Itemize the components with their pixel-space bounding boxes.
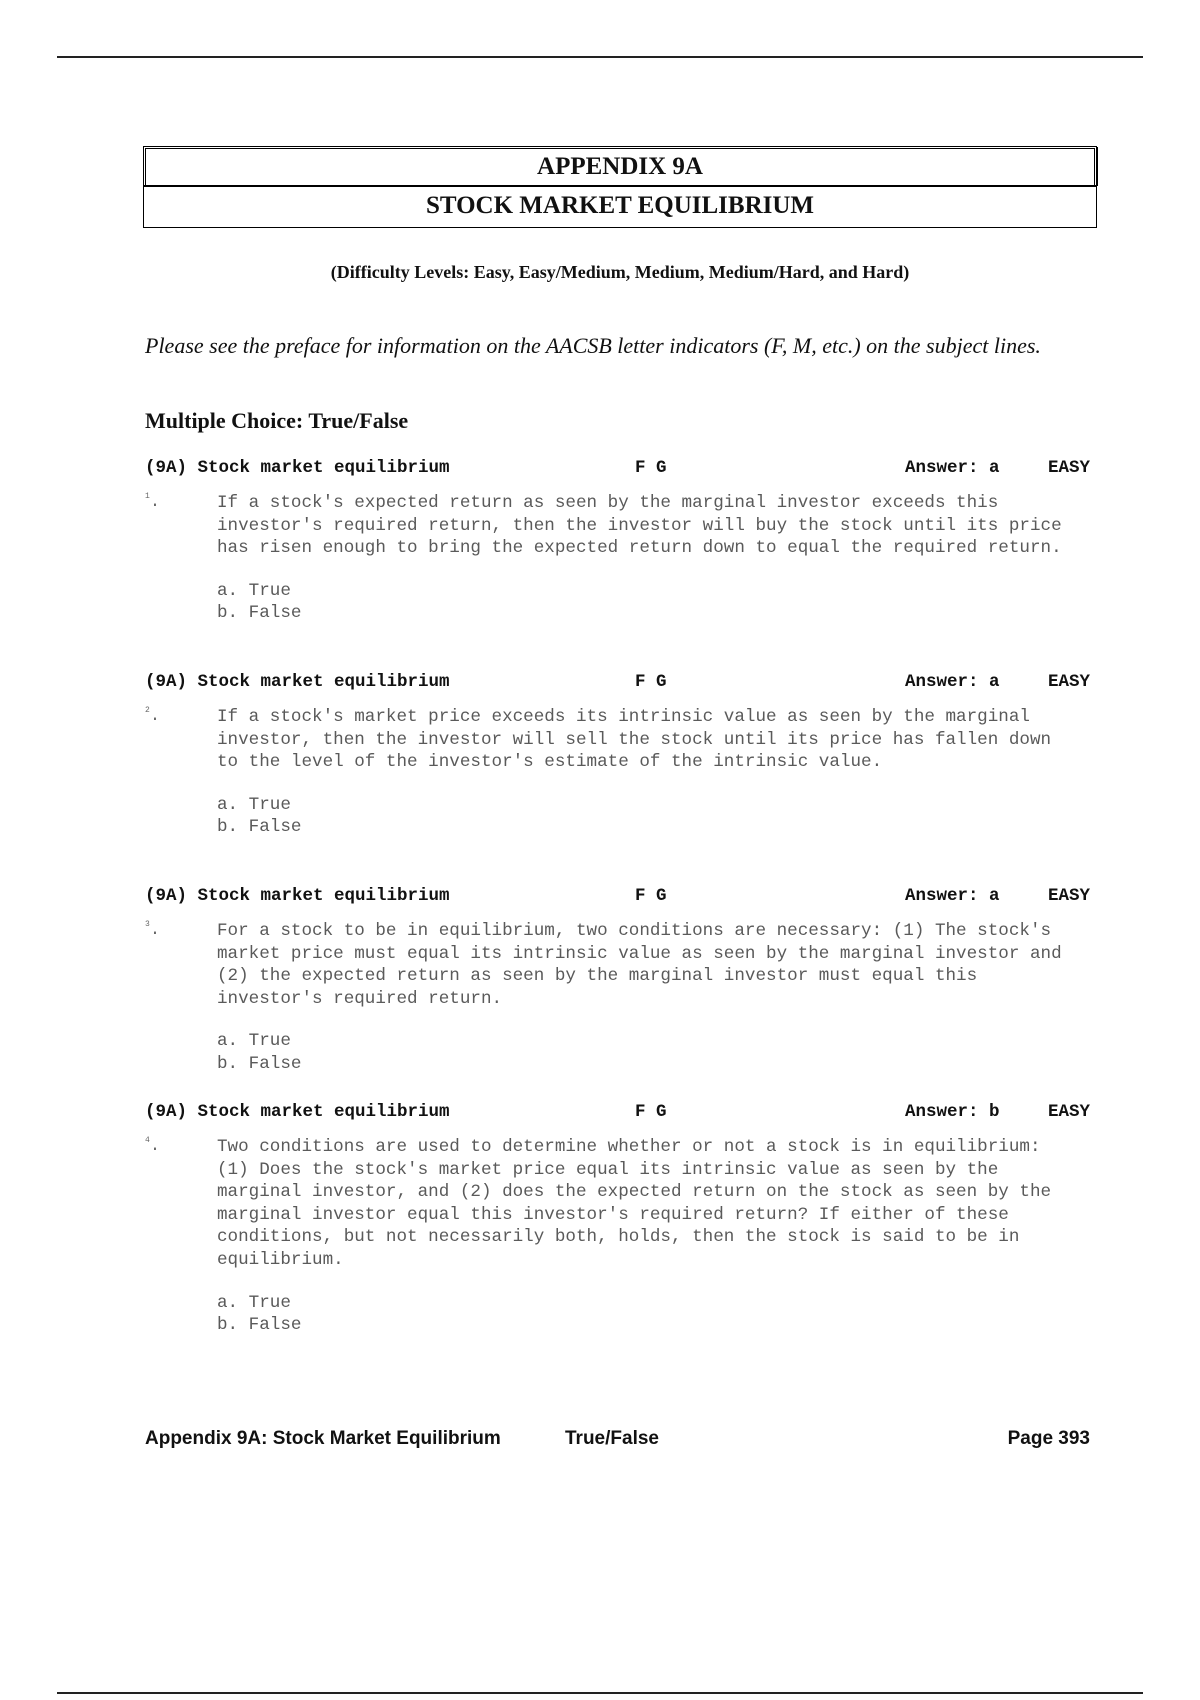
aacsb-indicators: F G [635,1102,667,1122]
answer-options [217,580,1090,625]
answer-key: Answer: a [905,458,1000,478]
option-a: a. True [217,1292,291,1313]
option-a: a. True [217,1031,291,1052]
question-text: If a stock's market price exceeds its intrinsic value as seen by the marginal investor, then the investor will sell the stock until its price has fallen down to the level of the investor's estimate of the intrinsic value. [217,707,1052,773]
question-header [145,672,1090,694]
answer-key: Answer: a [905,672,1000,692]
option-b: b. False [217,1315,302,1336]
question-body [145,706,1090,839]
footer-section: True/False [565,1428,659,1449]
page-footer [145,1428,1090,1452]
option-b: b. False [217,1053,302,1074]
difficulty-level: EASY [1047,672,1090,692]
difficulty-level: EASY [1047,1102,1090,1122]
section-heading: Multiple Choice: True/False [145,408,409,433]
difficulty-note: (Difficulty Levels: Easy, Easy/Medium, Medium, Medium/Hard, and Hard) [330,262,910,282]
option-b: b. False [217,603,302,624]
answer-key: Answer: a [905,886,1000,906]
bottom-rule [57,1692,1143,1694]
option-b: b. False [217,817,302,838]
question-text: If a stock's expected return as seen by the marginal investor exceeds this investor's required return, then the investor will buy the stock until its price has risen enough to bring the expected return down to equal the required return. [217,493,1062,559]
question-number: $^4$. [145,1136,161,1156]
question-item [145,672,1090,839]
question-header [145,1102,1090,1124]
aacsb-indicators: F G [635,458,667,478]
answer-options [217,1292,1090,1337]
question-number: $^3$. [145,920,161,940]
question-body [145,1136,1090,1337]
question-body [145,492,1090,625]
question-topic: (9A) Stock market equilibrium [145,458,450,478]
question-header [145,458,1090,480]
option-a: a. True [217,580,291,601]
question-item [145,886,1090,1076]
question-header [145,886,1090,908]
top-rule [57,56,1143,58]
aacsb-indicators: F G [635,886,667,906]
question-item [145,458,1090,625]
question-topic: (9A) Stock market equilibrium [145,672,450,692]
aacsb-indicators: F G [635,672,667,692]
answer-options [217,1030,1090,1075]
option-a: a. True [217,794,291,815]
question-body [145,920,1090,1076]
appendix-title: APPENDIX 9A [143,146,1097,185]
question-text: For a stock to be in equilibrium, two conditions are necessary: (1) The stock's market price must equal its intrinsic value as seen by the marginal investor and (2) the expected return as seen by the marginal investor must equal this investor's required return. [217,921,1062,1009]
answer-key: Answer: b [905,1102,1000,1122]
difficulty-level: EASY [1047,458,1090,478]
question-text: Two conditions are used to determine whether or not a stock is in equilibrium: (1) Does the stock's market price equal its intrinsic value as seen by the marginal investor, and (2) does the expected return on the stock as seen by the marginal investor equal this investor's required return? If either of these conditions, but not necessarily both, holds, then the stock is said to be in equilibrium. [217,1137,1052,1270]
difficulty-level: EASY [1047,886,1090,906]
answer-options [217,794,1090,839]
chapter-title: STOCK MARKET EQUILIBRIUM [143,185,1097,228]
question-item [145,1102,1090,1337]
footer-title: Appendix 9A: Stock Market Equilibrium [145,1428,501,1449]
preface-note: Please see the preface for information on the AACSB letter indicators (F, M, etc.) on the subject lines. [145,333,1041,358]
title-block [143,146,1097,228]
question-number: $^2$. [145,706,161,726]
question-topic: (9A) Stock market equilibrium [145,1102,450,1122]
question-topic: (9A) Stock market equilibrium [145,886,450,906]
question-number: $^1$. [145,492,161,512]
page-number: Page 393 [1007,1428,1090,1449]
